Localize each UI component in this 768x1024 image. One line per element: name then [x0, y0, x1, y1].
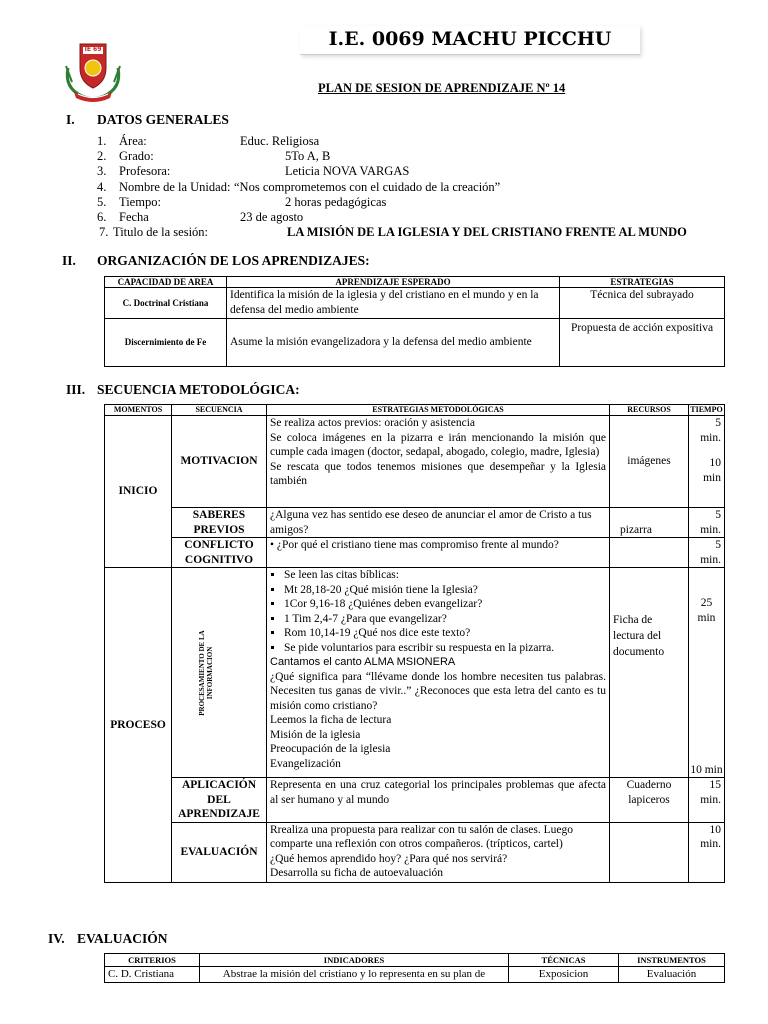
section-1-number: I.: [66, 112, 75, 127]
table-header-row: [105, 954, 725, 967]
resource-conflicto-cognitivo: [610, 538, 689, 568]
strategy-motivacion: [267, 416, 610, 508]
strategy-cell: Propuesta de acción expositiva: [560, 319, 725, 367]
sequence-evaluacion: EVALUACIÓN: [172, 822, 267, 882]
evaluation-table: [104, 953, 725, 983]
column-header: ESTRATEGIAS: [560, 277, 725, 288]
strategy-conflicto-cognitivo: • ¿Por qué el cristiano tiene mas compromiso frente al mundo?: [267, 538, 610, 568]
column-header: INSTRUMENTOS: [619, 954, 725, 967]
session-title-value: LA MISIÓN DE LA IGLESIA Y DEL CRISTIANO FRENTE AL MUNDO: [287, 225, 687, 240]
item-number: 1.: [97, 134, 107, 148]
item-label: Fecha: [119, 209, 149, 224]
time-value: 10 min: [703, 457, 721, 484]
section-3-title: SECUENCIA METODOLÓGICA:: [97, 382, 300, 397]
expected-learning-cell: Asume la misión evangelizadora y la defensa del medio ambiente: [227, 319, 560, 367]
item-value: 23 de agosto: [240, 209, 304, 224]
strategy-line: Cantamos el canto ALMA MSIONERA: [270, 656, 456, 668]
list-item: ▪ Mt 28,18-20 ¿Qué misión tiene la Iglesia?: [284, 583, 606, 598]
strategy-saberes-previos: ¿Alguna vez has sentido ese deseo de anunciar el amor de Cristo a tus amigos?: [267, 508, 610, 538]
strategy-line: Se coloca imágenes en la pizarra e irán mencionando la misión que cumple cada imagen (doctor, sedapal, abogado, colegio, madre, Iglesia): [270, 431, 606, 458]
expected-learning-cell: Identifica la misión de la iglesia y del cristiano en el mundo y en la defensa del medio ambiente: [227, 288, 560, 319]
methodological-sequence-table: [104, 404, 725, 883]
list-item: ▪ 1Cor 9,16-18 ¿Quiénes deben evangelizar?: [284, 597, 606, 612]
item-label: Área:: [119, 134, 147, 148]
strategy-line: Misión de la iglesia: [270, 728, 361, 741]
time-value: 5 min.: [700, 417, 721, 444]
item-value: Leticia NOVA VARGAS: [285, 164, 410, 179]
strategy-line: Desarrolla su ficha de autoevaluación: [270, 867, 444, 879]
sequence-procesamiento-label: PROCESAMIENTO DE LA INFORMACION: [198, 629, 214, 716]
column-header: MOMENTOS: [105, 405, 172, 416]
sequence-procesamiento: [172, 568, 267, 778]
column-header: CRITERIOS: [105, 954, 200, 967]
section-4-number: IV.: [48, 931, 65, 946]
resource-motivacion: imágenes: [610, 416, 689, 508]
general-data-row: [97, 210, 717, 225]
time-evaluacion: 10 min.: [689, 822, 725, 882]
section-3-number: III.: [66, 382, 86, 397]
table-row: [105, 416, 725, 508]
technique-cell: Exposicion: [509, 967, 619, 983]
list-item: ▪ Se pide voluntarios para escribir su respuesta en la pizarra.: [284, 641, 606, 656]
general-data-row: [97, 149, 717, 164]
time-conflicto-cognitivo: 5 min.: [689, 538, 725, 568]
item-number: 7.: [99, 225, 109, 240]
strategy-cell: Técnica del subrayado: [560, 288, 725, 319]
item-number: 6.: [97, 209, 107, 224]
logo-text: IE 69: [84, 46, 102, 53]
list-item: ▪ Rom 10,14-19 ¿Qué nos dice este texto?: [284, 626, 606, 641]
time-motivacion: [689, 416, 725, 508]
resource-procesamiento: Ficha de lectura del documento: [610, 568, 689, 778]
strategy-line: Preocupación de la iglesia: [270, 743, 391, 755]
table-row: [105, 288, 725, 319]
list-item: ▪ Se leen las citas bíblicas:: [284, 568, 606, 583]
table-row: [105, 319, 725, 367]
criteria-cell: C. D. Cristiana: [105, 967, 200, 983]
time-aplicacion: 15 min.: [689, 778, 725, 823]
table-row: [105, 967, 725, 983]
item-value: Educ. Religiosa: [240, 134, 320, 148]
section-2-number: II.: [62, 253, 76, 268]
strategy-evaluacion: [267, 822, 610, 882]
column-header: INDICADORES: [200, 954, 509, 967]
school-logo: [62, 38, 124, 104]
table-row: [105, 778, 725, 823]
strategy-line: ¿Qué hemos aprendido hoy? ¿Para qué nos servirá?: [270, 852, 508, 865]
general-data-row: [97, 180, 717, 195]
strategy-line: Leemos la ficha de lectura: [270, 714, 392, 726]
sequence-saberes-previos: SABERES PREVIOS: [172, 508, 267, 538]
section-1-title: DATOS GENERALES: [97, 112, 229, 127]
item-number: 4.: [97, 179, 107, 194]
column-header: ESTRATEGIAS METODOLÓGICAS: [267, 405, 610, 416]
item-label: Nombre de la Unidad:: [119, 179, 231, 194]
time-value: 25 min: [697, 597, 716, 624]
column-header: CAPACIDAD DE AREA: [105, 277, 227, 288]
strategy-line: Se rescata que todos tenemos misiones que desempeñar y la Iglesia también: [270, 460, 606, 487]
column-header: TIEMPO: [690, 405, 723, 414]
time-saberes-previos: 5 min.: [689, 508, 725, 538]
table-header-row: [105, 277, 725, 288]
table-header-row: [105, 405, 725, 416]
table-row: [105, 822, 725, 882]
sequence-conflicto-cognitivo: CONFLICTO COGNITIVO: [172, 538, 267, 568]
plan-title: PLAN DE SESION DE APRENDIZAJE Nº 14: [318, 81, 566, 95]
item-number: 3.: [97, 164, 107, 179]
strategy-line: Evangelización: [270, 757, 341, 770]
column-header: APRENDIZAJE ESPERADO: [227, 277, 560, 288]
section-2-title: ORGANIZACIÓN DE LOS APRENDIZAJES:: [97, 253, 370, 268]
general-data-row: [97, 164, 717, 179]
section-4-title: EVALUACIÓN: [77, 931, 168, 946]
general-data-row: [97, 225, 717, 240]
general-data-row: [97, 134, 717, 149]
item-value: 5To A, B: [285, 149, 331, 164]
strategy-aplicacion: Representa en una cruz categorial los principales problemas que afecta al ser humano y al mundo: [267, 778, 610, 823]
item-value: 2 horas pedagógicas: [285, 194, 387, 209]
column-header: TÉCNICAS: [509, 954, 619, 967]
strategy-line: Rrealiza una propuesta para realizar con tu salón de clases. Luego comparte una reflexión con otros compañeros. (trípticos, cartel): [270, 823, 574, 850]
table-row: [105, 508, 725, 538]
capacity-cell: Discernimiento de Fe: [105, 319, 227, 367]
list-item: ▪ 1 Tim 2,4-7 ¿Para que evangelizar?: [284, 612, 606, 627]
general-data-row: [97, 195, 717, 210]
capacity-cell: C. Doctrinal Cristiana: [105, 288, 227, 319]
moment-inicio: INICIO: [105, 416, 172, 568]
column-header: RECURSOS: [610, 405, 689, 416]
item-label: Grado:: [119, 149, 154, 164]
item-label: Profesora:: [119, 164, 171, 179]
indicator-cell: Abstrae la misión del cristiano y lo representa en su plan de: [200, 967, 509, 983]
learning-organization-table: [104, 276, 725, 367]
strategy-line: ¿Qué significa para “llévame donde los hombre necesiten tus palabras. Necesiten tus ganas de vivir..” ¿Reconoces que esta letra del canto es tu misión como cristiano?: [270, 670, 606, 712]
time-procesamiento: [689, 568, 725, 778]
moment-proceso: PROCESO: [105, 568, 172, 883]
bible-citations-list: [270, 568, 606, 655]
school-title: I.E. 0069 MACHU PICCHU: [300, 26, 640, 55]
resource-saberes-previos: pizarra: [610, 508, 689, 538]
item-number: 2.: [97, 149, 107, 164]
resource-evaluacion: [610, 822, 689, 882]
strategy-procesamiento: [267, 568, 610, 778]
item-label: Titulo de la sesión:: [113, 225, 209, 240]
time-value: 10 min: [690, 763, 723, 776]
item-label: Tiempo:: [119, 194, 161, 209]
item-value: “Nos comprometemos con el cuidado de la creación”: [234, 179, 501, 194]
sequence-aplicacion: APLICACIÓN DEL APRENDIZAJE: [172, 778, 267, 823]
column-header: SECUENCIA: [172, 405, 267, 416]
resource-aplicacion: Cuaderno lapiceros: [610, 778, 689, 823]
item-number: 5.: [97, 194, 107, 209]
instrument-cell: Evaluación: [619, 967, 725, 983]
sequence-motivacion: MOTIVACION: [172, 416, 267, 508]
general-data-list: [97, 134, 717, 240]
strategy-line: Se realiza actos previos: oración y asistencia: [270, 417, 476, 429]
table-row: [105, 568, 725, 778]
table-row: [105, 538, 725, 568]
